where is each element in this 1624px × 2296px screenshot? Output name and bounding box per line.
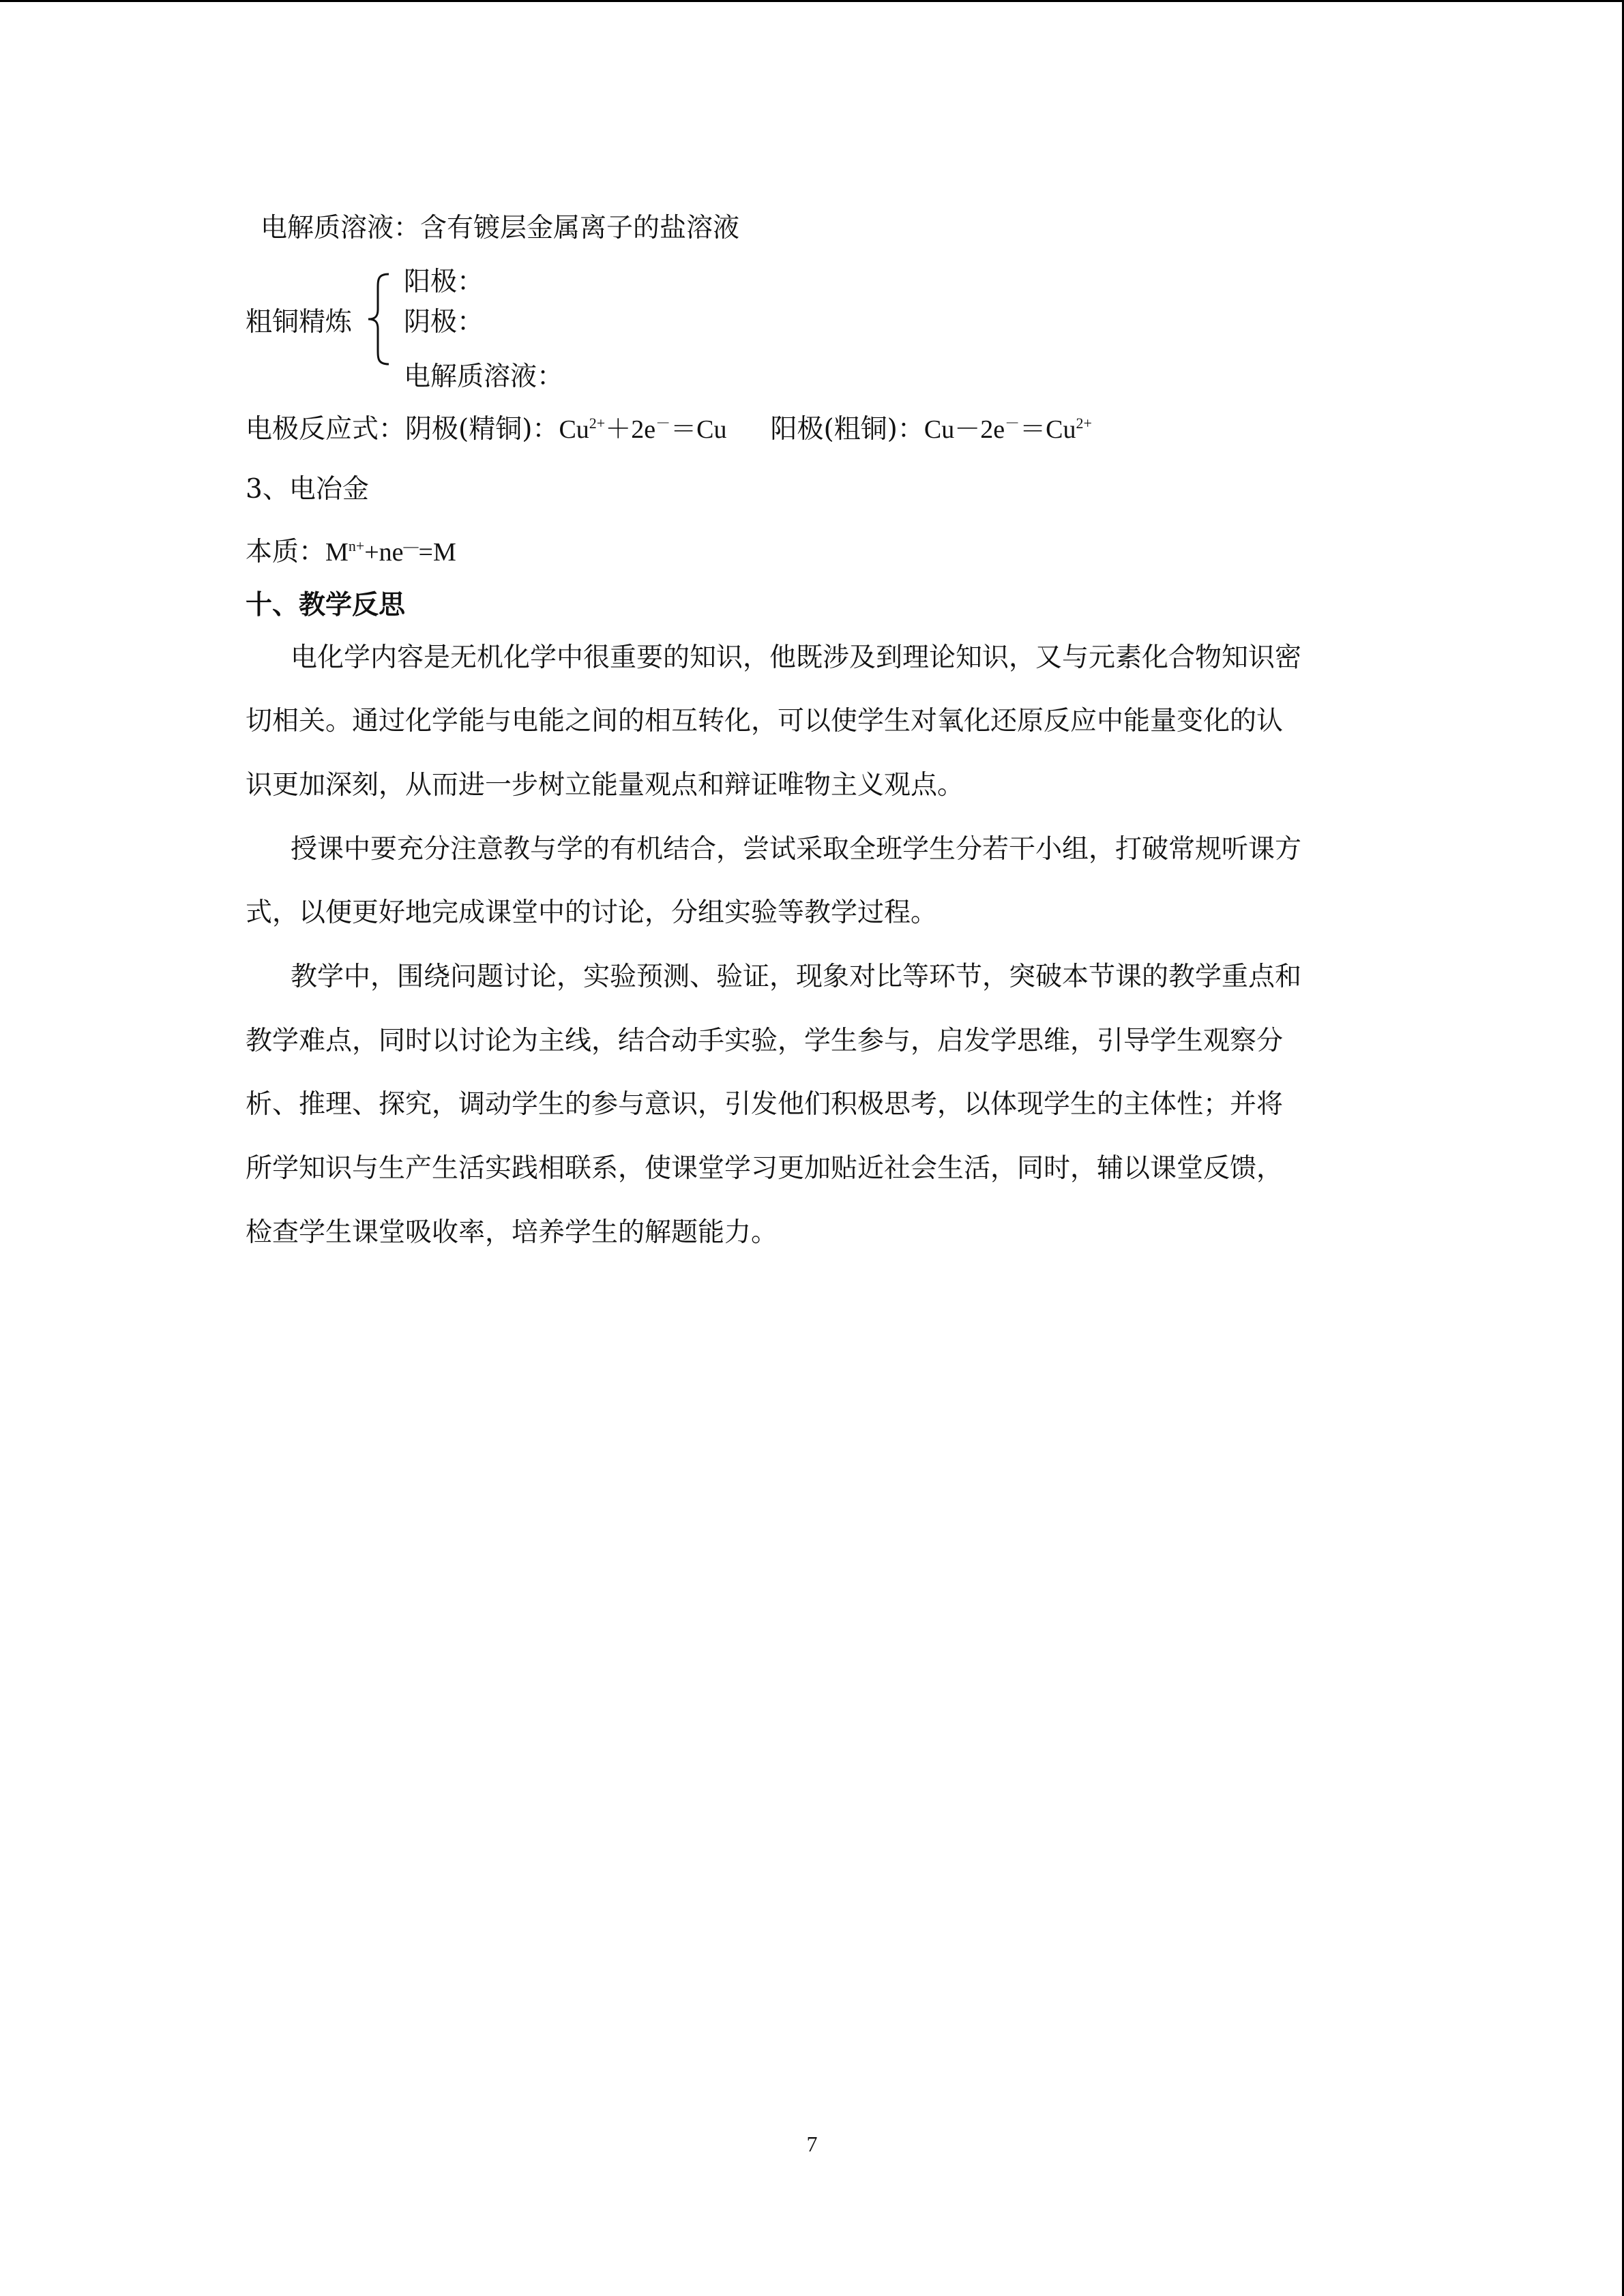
paragraph-line: 所学知识与生产生活实践相联系，使课堂学习更加贴近社会生活，同时，辅以课堂反馈， <box>246 1153 1284 1184</box>
essence-line <box>246 533 456 571</box>
paragraph-line: 授课中要充分注意教与学的有机结合，尝试采取全班学生分若干小组，打破常规听课方 <box>291 834 1302 865</box>
anode-label: 阳极(粗铜)： <box>770 414 924 445</box>
essence-label: 本质： <box>246 537 326 567</box>
curly-brace-icon <box>366 271 393 367</box>
paragraph-line: 电化学内容是无机化学中很重要的知识，他既涉及到理论知识，又与元素化合物知识密 <box>291 642 1302 673</box>
paragraph-line: 检查学生课堂吸收率，培养学生的解题能力。 <box>246 1217 778 1248</box>
essence-equation: $M^{n+}+ne^—=M$ <box>325 537 456 567</box>
metallurgy-title: 3、电冶金 <box>246 474 369 505</box>
refining-anode: 阳极： <box>404 267 484 297</box>
refining-electrolyte: 电解质溶液： <box>404 361 564 392</box>
paragraph-line: 教学中，围绕问题讨论，实验预测、验证，现象对比等环节，突破本节课的教学重点和 <box>291 961 1302 992</box>
cathode-equation: $Cu^{2+}+2e^-=Cu$ <box>559 415 727 444</box>
section-heading: 十、教学反思 <box>246 589 406 621</box>
paragraph-line: 识更加深刻，从而进一步树立能量观点和辩证唯物主义观点。 <box>246 770 964 801</box>
electrolyte-line: 电解质溶液：含有镀层金属离子的盐溶液 <box>261 213 740 243</box>
top-border <box>0 0 1624 2</box>
page-number: 7 <box>806 2132 818 2156</box>
paragraph-line: 式，以便更好地完成课堂中的讨论，分组实验等教学过程。 <box>246 897 938 928</box>
refining-label: 粗铜精炼 <box>246 307 353 338</box>
anode-equation: $Cu-2e^-=Cu^{2+}$ <box>924 415 1092 444</box>
paragraph-line: 切相关。通过化学能与电能之间的相互转化，可以使学生对氧化还原反应中能量变化的认 <box>246 706 1284 736</box>
electrode-prefix: 电极反应式：阴极(精铜)： <box>246 414 559 445</box>
refining-cathode: 阴极： <box>404 307 484 338</box>
electrode-reaction-line <box>246 411 1092 449</box>
paragraph-line: 教学难点，同时以讨论为主线，结合动手实验，学生参与，启发学思维，引导学生观察分 <box>246 1026 1284 1056</box>
paragraph-line: 析、推理、探究，调动学生的参与意识，引发他们积极思考，以体现学生的主体性；并将 <box>246 1089 1284 1120</box>
